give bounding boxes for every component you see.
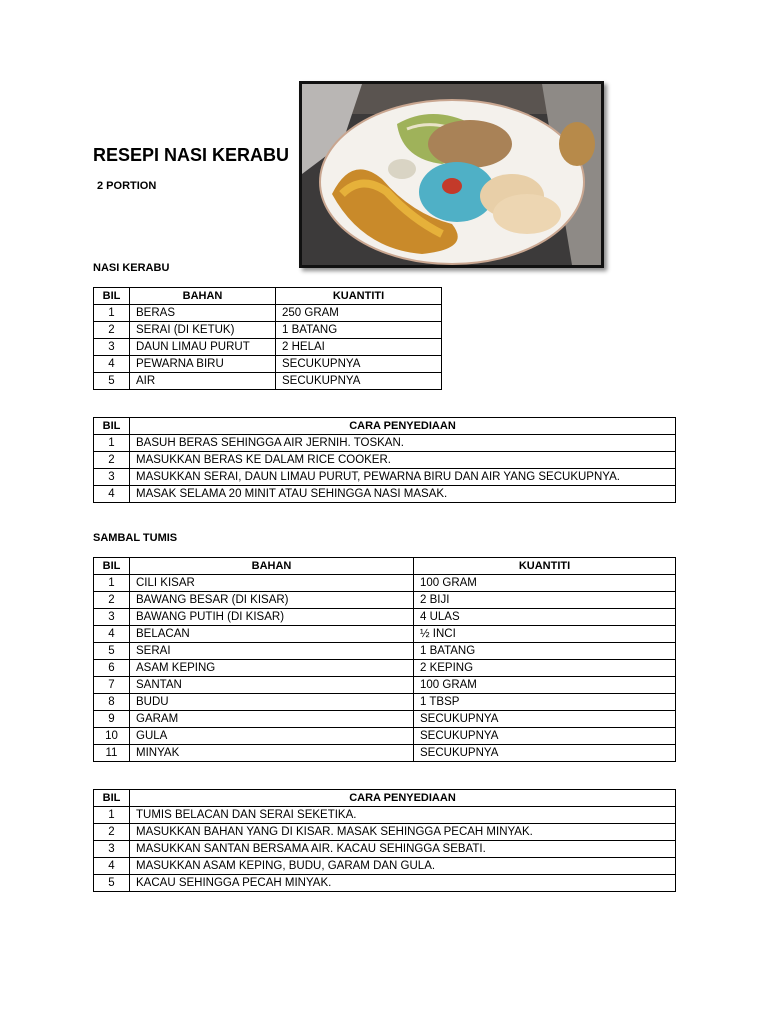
cell-step: MASUKKAN SANTAN BERSAMA AIR. KACAU SEHINGGA SEBATI.	[130, 841, 676, 858]
header-bil: BIL	[94, 558, 130, 575]
cell-bil: 5	[94, 875, 130, 892]
cell-bil: 1	[94, 575, 130, 592]
cell-bahan: CILI KISAR	[130, 575, 414, 592]
sambal-tumis-ingredients-table	[93, 557, 676, 762]
page-title: RESEPI NASI KERABU	[93, 145, 290, 165]
cell-bahan: SERAI	[130, 643, 414, 660]
cell-bahan: PEWARNA BIRU	[130, 356, 276, 373]
header-kuantiti: KUANTITI	[414, 558, 676, 575]
cell-bahan: BELACAN	[130, 626, 414, 643]
cell-kuantiti: SECUKUPNYA	[414, 728, 676, 745]
header-cara-penyediaan: CARA PENYEDIAAN	[130, 418, 676, 435]
cell-bil: 2	[94, 322, 130, 339]
cell-bil: 2	[94, 824, 130, 841]
header-bahan: BAHAN	[130, 558, 414, 575]
table-row	[94, 807, 676, 824]
cell-bil: 3	[94, 469, 130, 486]
sambal-tumis-steps-table	[93, 789, 676, 892]
table-header-row	[94, 790, 676, 807]
table-row	[94, 452, 676, 469]
cell-kuantiti: 250 GRAM	[276, 305, 442, 322]
nasi-kerabu-steps-table	[93, 417, 676, 503]
cell-bil: 3	[94, 339, 130, 356]
nasi-kerabu-photo	[299, 81, 604, 268]
cell-bil: 4	[94, 858, 130, 875]
cell-step: KACAU SEHINGGA PECAH MINYAK.	[130, 875, 676, 892]
table-row	[94, 745, 676, 762]
table-row	[94, 322, 442, 339]
cell-bahan: BAWANG PUTIH (DI KISAR)	[130, 609, 414, 626]
cell-bil: 5	[94, 643, 130, 660]
header-bil: BIL	[94, 790, 130, 807]
cell-bil: 3	[94, 841, 130, 858]
table-row	[94, 824, 676, 841]
cell-bil: 7	[94, 677, 130, 694]
cell-bil: 4	[94, 356, 130, 373]
cell-bil: 9	[94, 711, 130, 728]
header-cara-penyediaan: CARA PENYEDIAAN	[130, 790, 676, 807]
cell-bil: 1	[94, 435, 130, 452]
cell-bahan: AIR	[130, 373, 276, 390]
cell-step: BASUH BERAS SEHINGGA AIR JERNIH. TOSKAN.	[130, 435, 676, 452]
cell-kuantiti: 100 GRAM	[414, 575, 676, 592]
cell-bahan: SANTAN	[130, 677, 414, 694]
cell-kuantiti: 2 HELAI	[276, 339, 442, 356]
cell-step: MASUKKAN BAHAN YANG DI KISAR. MASAK SEHINGGA PECAH MINYAK.	[130, 824, 676, 841]
cell-kuantiti: SECUKUPNYA	[276, 356, 442, 373]
table-header-row	[94, 558, 676, 575]
cell-kuantiti: 4 ULAS	[414, 609, 676, 626]
table-row	[94, 469, 676, 486]
cell-step: MASUKKAN BERAS KE DALAM RICE COOKER.	[130, 452, 676, 469]
table-row	[94, 728, 676, 745]
cell-step: MASUKKAN ASAM KEPING, BUDU, GARAM DAN GULA.	[130, 858, 676, 875]
cell-bil: 5	[94, 373, 130, 390]
cell-bil: 6	[94, 660, 130, 677]
cell-bahan: ASAM KEPING	[130, 660, 414, 677]
portion-label: 2 PORTION	[97, 180, 157, 192]
cell-bahan: MINYAK	[130, 745, 414, 762]
header-kuantiti: KUANTITI	[276, 288, 442, 305]
table-row	[94, 841, 676, 858]
cell-kuantiti: SECUKUPNYA	[414, 745, 676, 762]
table-row	[94, 592, 676, 609]
cell-kuantiti: 2 BIJI	[414, 592, 676, 609]
header-bil: BIL	[94, 288, 130, 305]
cell-kuantiti: ½ INCI	[414, 626, 676, 643]
cell-bil: 2	[94, 592, 130, 609]
header-bil: BIL	[94, 418, 130, 435]
nasi-kerabu-ingredients-table	[93, 287, 442, 390]
cell-bahan: BUDU	[130, 694, 414, 711]
cell-bil: 4	[94, 626, 130, 643]
table-row	[94, 339, 442, 356]
cell-kuantiti: 2 KEPING	[414, 660, 676, 677]
cell-step: MASAK SELAMA 20 MINIT ATAU SEHINGGA NASI MASAK.	[130, 486, 676, 503]
cell-bil: 2	[94, 452, 130, 469]
table-header-row	[94, 418, 676, 435]
table-row	[94, 356, 442, 373]
table-row	[94, 677, 676, 694]
cell-bahan: GULA	[130, 728, 414, 745]
cell-bahan: GARAM	[130, 711, 414, 728]
table-row	[94, 373, 442, 390]
table-row	[94, 305, 442, 322]
cell-kuantiti: 1 BATANG	[414, 643, 676, 660]
cell-bahan: BERAS	[130, 305, 276, 322]
table-header-row	[94, 288, 442, 305]
cell-bil: 1	[94, 305, 130, 322]
table-row	[94, 858, 676, 875]
table-row	[94, 643, 676, 660]
header-bahan: BAHAN	[130, 288, 276, 305]
cell-bil: 4	[94, 486, 130, 503]
cell-bil: 8	[94, 694, 130, 711]
cell-kuantiti: 1 BATANG	[276, 322, 442, 339]
table-row	[94, 711, 676, 728]
cell-kuantiti: 1 TBSP	[414, 694, 676, 711]
section-nasi-kerabu: NASI KERABU	[93, 262, 170, 274]
cell-step: TUMIS BELACAN DAN SERAI SEKETIKA.	[130, 807, 676, 824]
section-sambal-tumis: SAMBAL TUMIS	[93, 532, 178, 544]
cell-bil: 1	[94, 807, 130, 824]
table-row	[94, 626, 676, 643]
cell-step: MASUKKAN SERAI, DAUN LIMAU PURUT, PEWARNA BIRU DAN AIR YANG SECUKUPNYA.	[130, 469, 676, 486]
table-row	[94, 435, 676, 452]
cell-bahan: SERAI (DI KETUK)	[130, 322, 276, 339]
table-row	[94, 575, 676, 592]
table-row	[94, 660, 676, 677]
table-row	[94, 609, 676, 626]
cell-kuantiti: SECUKUPNYA	[276, 373, 442, 390]
table-row	[94, 875, 676, 892]
cell-bil: 3	[94, 609, 130, 626]
cell-bil: 11	[94, 745, 130, 762]
table-row	[94, 486, 676, 503]
cell-kuantiti: 100 GRAM	[414, 677, 676, 694]
cell-kuantiti: SECUKUPNYA	[414, 711, 676, 728]
table-row	[94, 694, 676, 711]
cell-bahan: DAUN LIMAU PURUT	[130, 339, 276, 356]
cell-bahan: BAWANG BESAR (DI KISAR)	[130, 592, 414, 609]
cell-bil: 10	[94, 728, 130, 745]
